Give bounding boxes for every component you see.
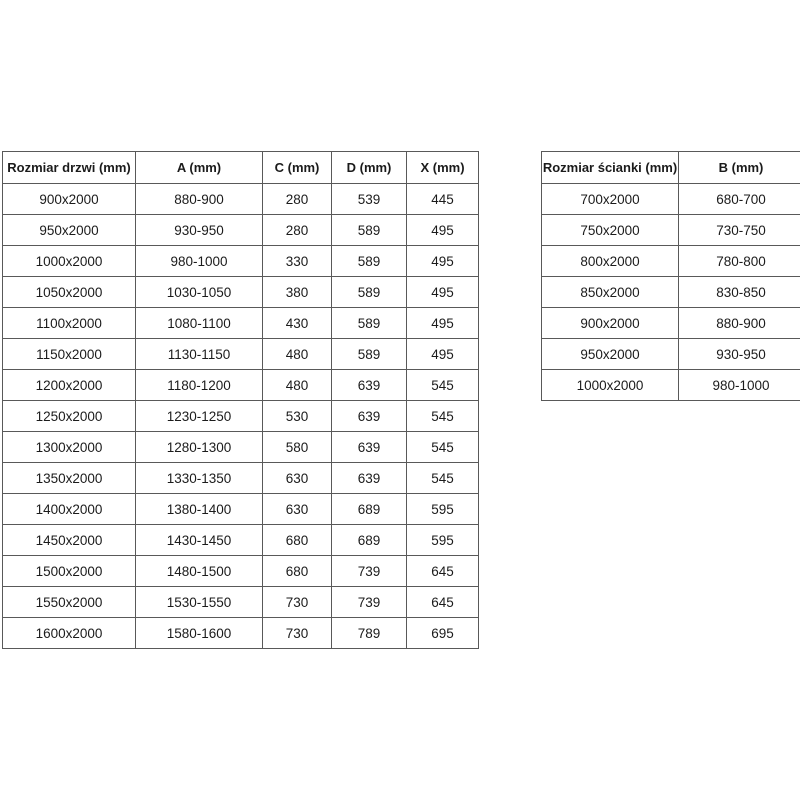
- table-cell: 930-950: [679, 339, 800, 370]
- table-cell: 689: [332, 494, 407, 525]
- table-cell: 545: [407, 370, 479, 401]
- table-row: [3, 587, 479, 618]
- table-cell: 280: [263, 184, 332, 215]
- table-cell: 639: [332, 432, 407, 463]
- table-cell: 1200x2000: [3, 370, 136, 401]
- table-cell: 739: [332, 587, 407, 618]
- table-row: [542, 184, 800, 215]
- table-cell: 589: [332, 215, 407, 246]
- table-cell: 595: [407, 494, 479, 525]
- table-row: [542, 246, 800, 277]
- table-cell: 630: [263, 463, 332, 494]
- table-cell: 495: [407, 339, 479, 370]
- table-row: [3, 556, 479, 587]
- table-cell: 1000x2000: [542, 370, 679, 401]
- table-cell: 1500x2000: [3, 556, 136, 587]
- table-cell: 1100x2000: [3, 308, 136, 339]
- table-row: [542, 339, 800, 370]
- table-cell: 739: [332, 556, 407, 587]
- table-cell: 730: [263, 587, 332, 618]
- header-x-mm: X (mm): [407, 152, 479, 184]
- table-cell: 1180-1200: [136, 370, 263, 401]
- table-cell: 545: [407, 401, 479, 432]
- table-row: [3, 494, 479, 525]
- table-row: [3, 463, 479, 494]
- table-cell: 780-800: [679, 246, 800, 277]
- table-cell: 1550x2000: [3, 587, 136, 618]
- table-cell: 800x2000: [542, 246, 679, 277]
- header-a-mm: A (mm): [136, 152, 263, 184]
- table-row: [3, 432, 479, 463]
- table-cell: 1300x2000: [3, 432, 136, 463]
- table-cell: 980-1000: [136, 246, 263, 277]
- table-row: [3, 339, 479, 370]
- table-cell: 730-750: [679, 215, 800, 246]
- table-cell: 1280-1300: [136, 432, 263, 463]
- table-cell: 1350x2000: [3, 463, 136, 494]
- door-sizes-table: [2, 151, 479, 649]
- table-cell: 580: [263, 432, 332, 463]
- table-cell: 900x2000: [542, 308, 679, 339]
- header-c-mm: C (mm): [263, 152, 332, 184]
- table-cell: 545: [407, 463, 479, 494]
- header-wall-size: Rozmiar ścianki (mm): [542, 152, 679, 184]
- table-cell: 695: [407, 618, 479, 649]
- table-cell: 330: [263, 246, 332, 277]
- table-cell: 730: [263, 618, 332, 649]
- door-sizes-table-body: [3, 184, 479, 649]
- table-cell: 1080-1100: [136, 308, 263, 339]
- table-cell: 1400x2000: [3, 494, 136, 525]
- table-cell: 1150x2000: [3, 339, 136, 370]
- table-cell: 1450x2000: [3, 525, 136, 556]
- table-row: [542, 215, 800, 246]
- table-cell: 880-900: [136, 184, 263, 215]
- table-cell: 880-900: [679, 308, 800, 339]
- header-b-mm: B (mm): [679, 152, 800, 184]
- table-cell: 380: [263, 277, 332, 308]
- table-cell: 1250x2000: [3, 401, 136, 432]
- table-row: [542, 308, 800, 339]
- table-cell: 495: [407, 308, 479, 339]
- door-sizes-table-header: [3, 152, 479, 184]
- table-cell: 750x2000: [542, 215, 679, 246]
- table-cell: 950x2000: [3, 215, 136, 246]
- table-cell: 589: [332, 277, 407, 308]
- table-cell: 495: [407, 246, 479, 277]
- table-cell: 980-1000: [679, 370, 800, 401]
- table-cell: 495: [407, 277, 479, 308]
- table-row: [3, 401, 479, 432]
- table-cell: 1580-1600: [136, 618, 263, 649]
- table-cell: 430: [263, 308, 332, 339]
- table-cell: 1050x2000: [3, 277, 136, 308]
- table-row: [542, 370, 800, 401]
- table-cell: 680: [263, 556, 332, 587]
- table-cell: 850x2000: [542, 277, 679, 308]
- table-cell: 700x2000: [542, 184, 679, 215]
- wall-panel-sizes-table-header: [542, 152, 800, 184]
- table-cell: 950x2000: [542, 339, 679, 370]
- table-row: [3, 246, 479, 277]
- table-cell: 1230-1250: [136, 401, 263, 432]
- table-cell: 589: [332, 339, 407, 370]
- table-row: [3, 370, 479, 401]
- table-cell: 530: [263, 401, 332, 432]
- table-cell: 545: [407, 432, 479, 463]
- table-cell: 639: [332, 463, 407, 494]
- table-cell: 589: [332, 308, 407, 339]
- table-cell: 1600x2000: [3, 618, 136, 649]
- table-cell: 680: [263, 525, 332, 556]
- table-row: [3, 308, 479, 339]
- table-header-row: [542, 152, 800, 184]
- table-cell: 480: [263, 339, 332, 370]
- table-cell: 639: [332, 401, 407, 432]
- wall-panel-sizes-table: [541, 151, 800, 401]
- table-cell: 1330-1350: [136, 463, 263, 494]
- table-cell: 900x2000: [3, 184, 136, 215]
- header-door-size: Rozmiar drzwi (mm): [3, 152, 136, 184]
- table-cell: 445: [407, 184, 479, 215]
- table-row: [3, 277, 479, 308]
- table-cell: 280: [263, 215, 332, 246]
- table-cell: 1380-1400: [136, 494, 263, 525]
- table-cell: 930-950: [136, 215, 263, 246]
- table-cell: 480: [263, 370, 332, 401]
- table-row: [542, 277, 800, 308]
- table-cell: 1130-1150: [136, 339, 263, 370]
- table-row: [3, 618, 479, 649]
- table-cell: 1030-1050: [136, 277, 263, 308]
- table-cell: 1480-1500: [136, 556, 263, 587]
- table-cell: 1530-1550: [136, 587, 263, 618]
- table-cell: 689: [332, 525, 407, 556]
- table-cell: 1430-1450: [136, 525, 263, 556]
- table-cell: 595: [407, 525, 479, 556]
- header-d-mm: D (mm): [332, 152, 407, 184]
- table-cell: 680-700: [679, 184, 800, 215]
- table-cell: 645: [407, 556, 479, 587]
- table-cell: 1000x2000: [3, 246, 136, 277]
- table-row: [3, 525, 479, 556]
- table-cell: 789: [332, 618, 407, 649]
- table-row: [3, 184, 479, 215]
- table-cell: 630: [263, 494, 332, 525]
- table-cell: 539: [332, 184, 407, 215]
- table-cell: 589: [332, 246, 407, 277]
- table-cell: 639: [332, 370, 407, 401]
- table-row: [3, 215, 479, 246]
- table-cell: 645: [407, 587, 479, 618]
- table-header-row: [3, 152, 479, 184]
- wall-panel-sizes-table-body: [542, 184, 800, 401]
- table-cell: 495: [407, 215, 479, 246]
- table-cell: 830-850: [679, 277, 800, 308]
